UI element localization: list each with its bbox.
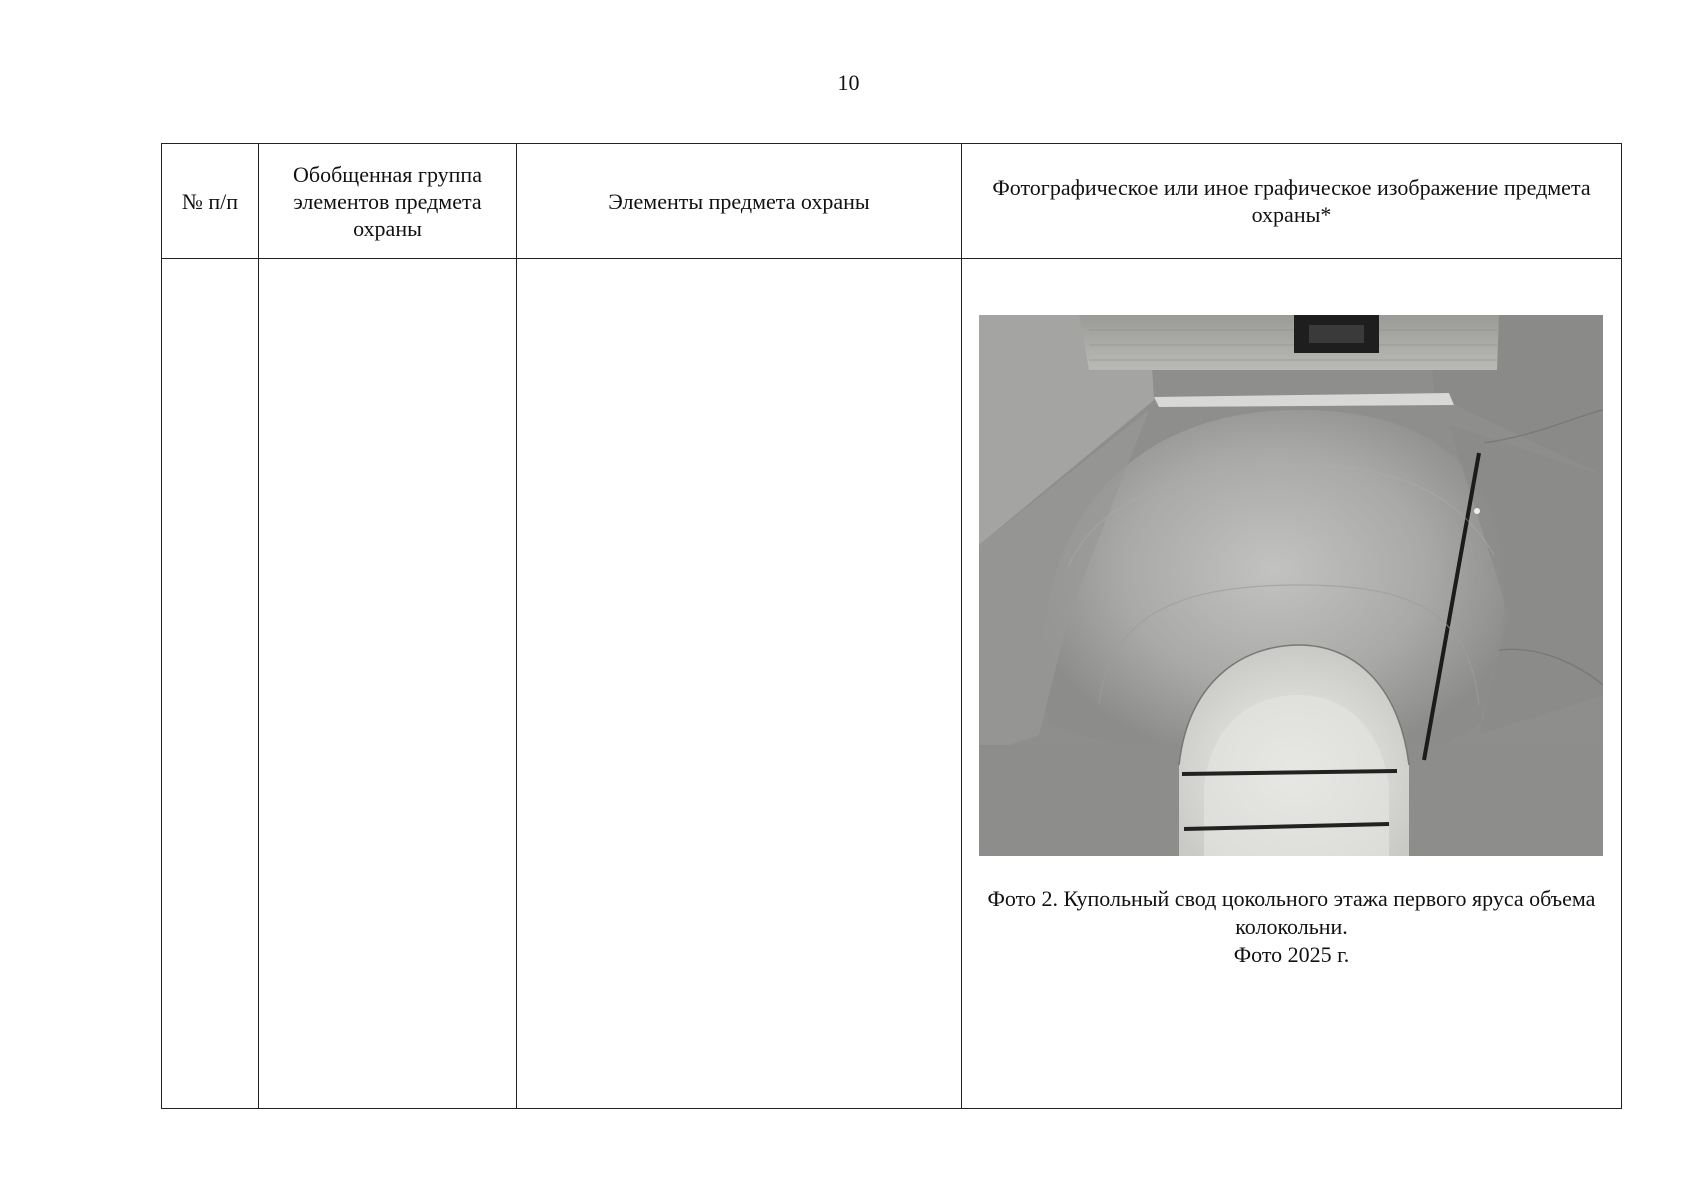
photo-caption-year: Фото 2025 г. xyxy=(1233,942,1350,967)
cell-group xyxy=(259,259,517,1109)
cell-number xyxy=(162,259,259,1109)
cell-elements xyxy=(517,259,962,1109)
header-elements: Элементы предмета охраны xyxy=(517,144,962,259)
photo-caption-title: Фото 2. Купольный свод цокольного этажа первого яруса объема колокольни. xyxy=(987,886,1596,939)
cell-image xyxy=(962,259,1622,1109)
header-number: № п/п xyxy=(162,144,259,259)
protection-table xyxy=(161,143,1622,1109)
table-header-row xyxy=(162,144,1622,259)
page-number: 10 xyxy=(837,70,860,95)
vault-photo xyxy=(979,315,1603,856)
table-row xyxy=(162,259,1622,1109)
header-group: Обобщенная группа элементов предмета охраны xyxy=(259,144,517,259)
header-image: Фотографическое или иное графическое изображение предмета охраны* xyxy=(962,144,1622,259)
photo-caption xyxy=(972,885,1611,969)
